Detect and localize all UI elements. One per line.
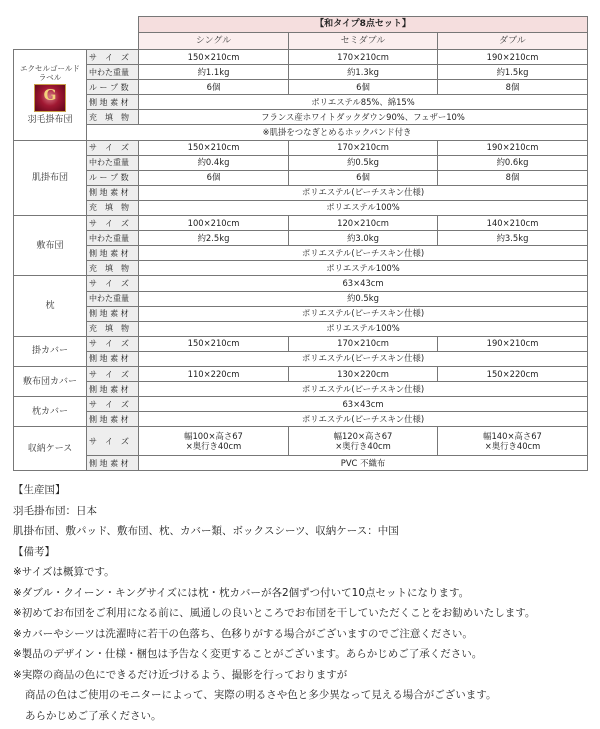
table-row	[14, 306, 588, 321]
gold-label-logo-icon	[34, 84, 66, 112]
value-cell: 150×220cm	[438, 366, 588, 381]
value-cell: 約0.5kg	[289, 155, 438, 170]
value-cell: 170×210cm	[289, 140, 438, 155]
value-cell: 約3.5kg	[438, 231, 588, 246]
table-row	[14, 427, 588, 456]
value-cell: 110×220cm	[139, 366, 289, 381]
value-cell: 幅100×高さ67 ×奥行き40cm	[139, 427, 289, 456]
note-line: ※実際の商品の色にできるだけ近づけるよう、撮影を行っておりますが	[13, 668, 348, 681]
row-label: 側 地 素 材	[87, 412, 139, 427]
note-line: あらかじめご了承ください。	[25, 709, 162, 722]
row-label: ル ー プ 数	[87, 80, 139, 95]
row-label: 側 地 素 材	[87, 246, 139, 261]
spanning-value: ポリエステル(ピーチスキン仕様)	[139, 246, 588, 261]
category-cell	[14, 50, 87, 141]
table-row	[14, 412, 588, 427]
table-row	[14, 261, 588, 276]
table-row	[14, 321, 588, 336]
spanning-value: PVC 不織布	[139, 456, 588, 471]
spanning-value: ポリエステル100%	[139, 261, 588, 276]
category-name: 敷布団	[36, 240, 64, 251]
value-cell: 150×210cm	[139, 50, 289, 65]
value-cell: 190×210cm	[438, 140, 588, 155]
row-label: 側 地 素 材	[87, 95, 139, 110]
table-row	[14, 140, 588, 155]
value-cell: 170×210cm	[289, 336, 438, 351]
table-row	[14, 50, 588, 65]
category-name: 枕カバー	[31, 406, 68, 417]
row-label: 側 地 素 材	[87, 456, 139, 471]
row-label: サ イ ズ	[87, 216, 139, 231]
value-cell: 約0.4kg	[139, 155, 289, 170]
row-label: 側 地 素 材	[87, 351, 139, 366]
value-cell: 約2.5kg	[139, 231, 289, 246]
spanning-value: ポリエステル100%	[139, 200, 588, 215]
logo-label: エクセルゴールド ラベル	[20, 63, 80, 82]
table-row	[14, 125, 588, 140]
table-row	[14, 397, 588, 412]
value-cell: 8個	[438, 170, 588, 185]
table-row	[14, 351, 588, 366]
spanning-value: フランス産ホワイトダックダウン90%、フェザー10%	[139, 110, 588, 125]
row-label: 中わた重量	[87, 65, 139, 80]
value-cell: 140×210cm	[438, 216, 588, 231]
value-cell: 6個	[139, 80, 289, 95]
note-line: ※製品のデザイン・仕様・梱包は予告なく変更することがございます。あらかじめご了承ください。	[13, 648, 483, 660]
spanning-value: ポリエステル(ピーチスキン仕様)	[139, 185, 588, 200]
title-blank-cell	[14, 17, 139, 33]
spanning-value: ポリエステル(ピーチスキン仕様)	[139, 382, 588, 397]
note-line: 【生産国】	[13, 484, 66, 496]
spanning-value: 63×43cm	[139, 276, 588, 291]
category-name: 羽毛掛布団	[27, 114, 73, 125]
note-line: 【備考】	[13, 545, 55, 558]
spanning-value: ポリエステル(ピーチスキン仕様)	[139, 306, 588, 321]
table-row	[14, 231, 588, 246]
table-row	[14, 65, 588, 80]
header-single: シングル	[139, 33, 289, 50]
value-cell: 150×210cm	[139, 140, 289, 155]
spec-table-container	[13, 16, 587, 471]
value-cell: 約3.0kg	[289, 231, 438, 246]
header-blank-cell	[14, 33, 139, 50]
header-semi-double: セミダブル	[289, 33, 438, 50]
row-label: サ イ ズ	[87, 50, 139, 65]
row-label: サ イ ズ	[87, 140, 139, 155]
value-cell: 約1.3kg	[289, 65, 438, 80]
value-cell: 約1.1kg	[139, 65, 289, 80]
title-row	[14, 17, 588, 33]
category-cell	[14, 366, 87, 396]
row-label: 中わた重量	[87, 231, 139, 246]
notes-section	[13, 480, 587, 726]
table-row	[14, 216, 588, 231]
table-row	[14, 291, 588, 306]
row-label: 側 地 素 材	[87, 382, 139, 397]
category-cell	[14, 216, 87, 276]
table-row	[14, 80, 588, 95]
note-line: ※初めてお布団をご利用になる前に、風通しの良いところでお布団を干していただくことをお勧めいたします。	[13, 607, 536, 619]
table-title: 【和タイプ8点セット】	[139, 17, 588, 33]
category-name: 肌掛布団	[31, 172, 68, 183]
row-label: 充 填 物	[87, 321, 139, 336]
row-label: 充 填 物	[87, 200, 139, 215]
table-row	[14, 155, 588, 170]
category-cell	[14, 140, 87, 215]
table-row	[14, 185, 588, 200]
row-label: サ イ ズ	[87, 397, 139, 412]
note-line: ※カバーやシーツは洗濯時に若干の色落ち、色移りがする場合がございますのでご注意ください。	[13, 627, 473, 640]
note-line: ※ダブル・クイーン・キングサイズには枕・枕カバーが各2個ずつ付いて10点セットになります。	[13, 586, 470, 599]
table-row	[14, 200, 588, 215]
table-row	[14, 276, 588, 291]
table-row	[14, 456, 588, 471]
category-name: 掛カバー	[31, 346, 68, 357]
row-label: 側 地 素 材	[87, 185, 139, 200]
header-row	[14, 33, 588, 50]
row-label: 充 填 物	[87, 261, 139, 276]
row-label: サ イ ズ	[87, 366, 139, 381]
value-cell: 約1.5kg	[438, 65, 588, 80]
value-cell: 190×210cm	[438, 336, 588, 351]
value-cell: 幅140×高さ67 ×奥行き40cm	[438, 427, 588, 456]
row-label: サ イ ズ	[87, 336, 139, 351]
spanning-value: 約0.5kg	[139, 291, 588, 306]
value-cell: 150×210cm	[139, 336, 289, 351]
row-label: サ イ ズ	[87, 427, 139, 456]
category-name: 収納ケース	[27, 443, 73, 454]
value-cell: 100×210cm	[139, 216, 289, 231]
table-row	[14, 366, 588, 381]
spec-table	[13, 16, 588, 471]
row-note: ※肌掛をつなぎとめるホックパンド付き	[87, 125, 588, 140]
row-label: 充 填 物	[87, 110, 139, 125]
table-row	[14, 95, 588, 110]
spanning-value: ポリエステル100%	[139, 321, 588, 336]
note-line: 肌掛布団、敷パッド、敷布団、枕、カバー類、ボックスシーツ、収納ケース：中国	[13, 525, 399, 537]
value-cell: 130×220cm	[289, 366, 438, 381]
category-cell	[14, 276, 87, 336]
table-row	[14, 110, 588, 125]
value-cell: 6個	[139, 170, 289, 185]
row-label: サ イ ズ	[87, 276, 139, 291]
value-cell: 190×210cm	[438, 50, 588, 65]
row-label: 中わた重量	[87, 291, 139, 306]
value-cell: 120×210cm	[289, 216, 438, 231]
header-double: ダブル	[438, 33, 588, 50]
value-cell: 170×210cm	[289, 50, 438, 65]
note-line: ※サイズは概算です。	[13, 566, 115, 578]
table-row	[14, 336, 588, 351]
value-cell: 6個	[289, 80, 438, 95]
value-cell: 6個	[289, 170, 438, 185]
row-label: ル ー プ 数	[87, 170, 139, 185]
table-row	[14, 382, 588, 397]
category-name: 枕	[45, 301, 55, 312]
category-name: 敷布団カバー	[22, 376, 77, 387]
table-row	[14, 170, 588, 185]
category-cell	[14, 427, 87, 471]
note-line: 商品の色はご使用のモニターによって、実際の明るさや色と多少異なって見える場合がございます。	[25, 689, 497, 701]
category-cell	[14, 336, 87, 366]
spanning-value: 63×43cm	[139, 397, 588, 412]
table-row	[14, 246, 588, 261]
value-cell: 約0.6kg	[438, 155, 588, 170]
logo-box	[16, 64, 84, 126]
note-line: 羽毛掛布団：日本	[13, 504, 97, 517]
spanning-value: ポリエステル(ピーチスキン仕様)	[139, 351, 588, 366]
category-cell	[14, 397, 87, 427]
value-cell: 8個	[438, 80, 588, 95]
value-cell: 幅120×高さ67 ×奥行き40cm	[289, 427, 438, 456]
spanning-value: ポリエステル85%、綿15%	[139, 95, 588, 110]
spanning-value: ポリエステル(ピーチスキン仕様)	[139, 412, 588, 427]
row-label: 側 地 素 材	[87, 306, 139, 321]
row-label: 中わた重量	[87, 155, 139, 170]
